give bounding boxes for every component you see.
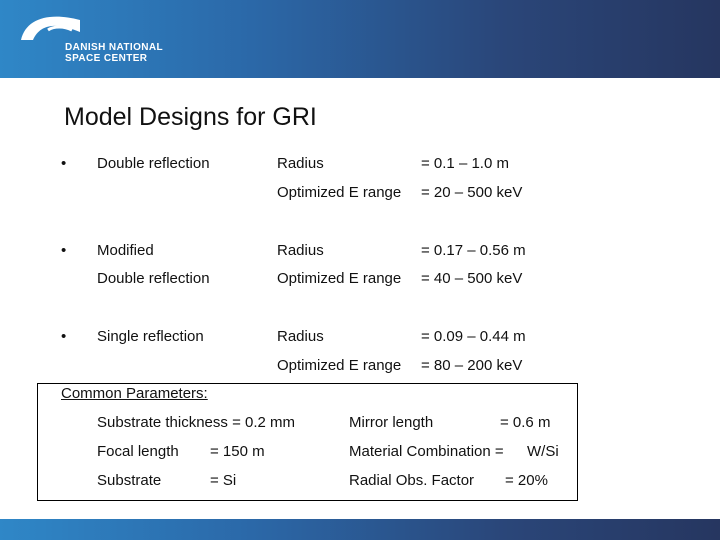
design-3-erange-value: = 80 – 200 keV [421,357,523,374]
focal-length-label: Focal length [97,443,179,460]
radial-obs-factor-value: = 20% [505,472,548,489]
mirror-length-value: = 0.6 m [500,414,551,431]
substrate-value: = Si [210,472,237,489]
design-2-erange-label: Optimized E range [277,270,402,287]
mirror-length-label: Mirror length [349,414,434,431]
slide-title: Model Designs for GRI [64,103,317,131]
material-combination-label: Material Combination = [349,443,504,460]
design-1-radius-label: Radius [277,155,324,172]
logo-text [65,42,163,64]
design-2-radius-label: Radius [277,242,324,259]
design-2-name-line-1: Modified [97,242,154,259]
design-1-erange-value: = 20 – 500 keV [421,184,523,201]
design-1-erange-label: Optimized E range [277,184,402,201]
design-1-name: Double reflection [97,155,210,172]
header-bar [0,0,720,78]
common-parameters-title: Common Parameters: [61,385,208,402]
design-1-radius-value: = 0.1 – 1.0 m [421,155,509,172]
design-2-name-line-2: Double reflection [97,270,210,287]
bullet-1: • [61,155,67,172]
substrate-thickness: Substrate thickness = 0.2 mm [97,414,296,431]
logo-line-2: SPACE CENTER [65,53,148,64]
design-3-name: Single reflection [97,328,204,345]
radial-obs-factor-label: Radial Obs. Factor [349,472,475,489]
dnsc-logo-arc-icon [18,10,84,42]
substrate-label: Substrate [97,472,162,489]
material-combination-value: W/Si [527,443,559,460]
design-3-erange-label: Optimized E range [277,357,402,374]
focal-length-value: = 150 m [210,443,265,460]
design-2-erange-value: = 40 – 500 keV [421,270,523,287]
footer-bar [0,519,720,540]
design-2-radius-value: = 0.17 – 0.56 m [421,242,526,259]
bullet-2: • [61,242,67,259]
design-3-radius-value: = 0.09 – 0.44 m [421,328,526,345]
logo-line-1: DANISH NATIONAL [65,42,164,53]
design-3-radius-label: Radius [277,328,324,345]
bullet-3: • [61,328,67,345]
